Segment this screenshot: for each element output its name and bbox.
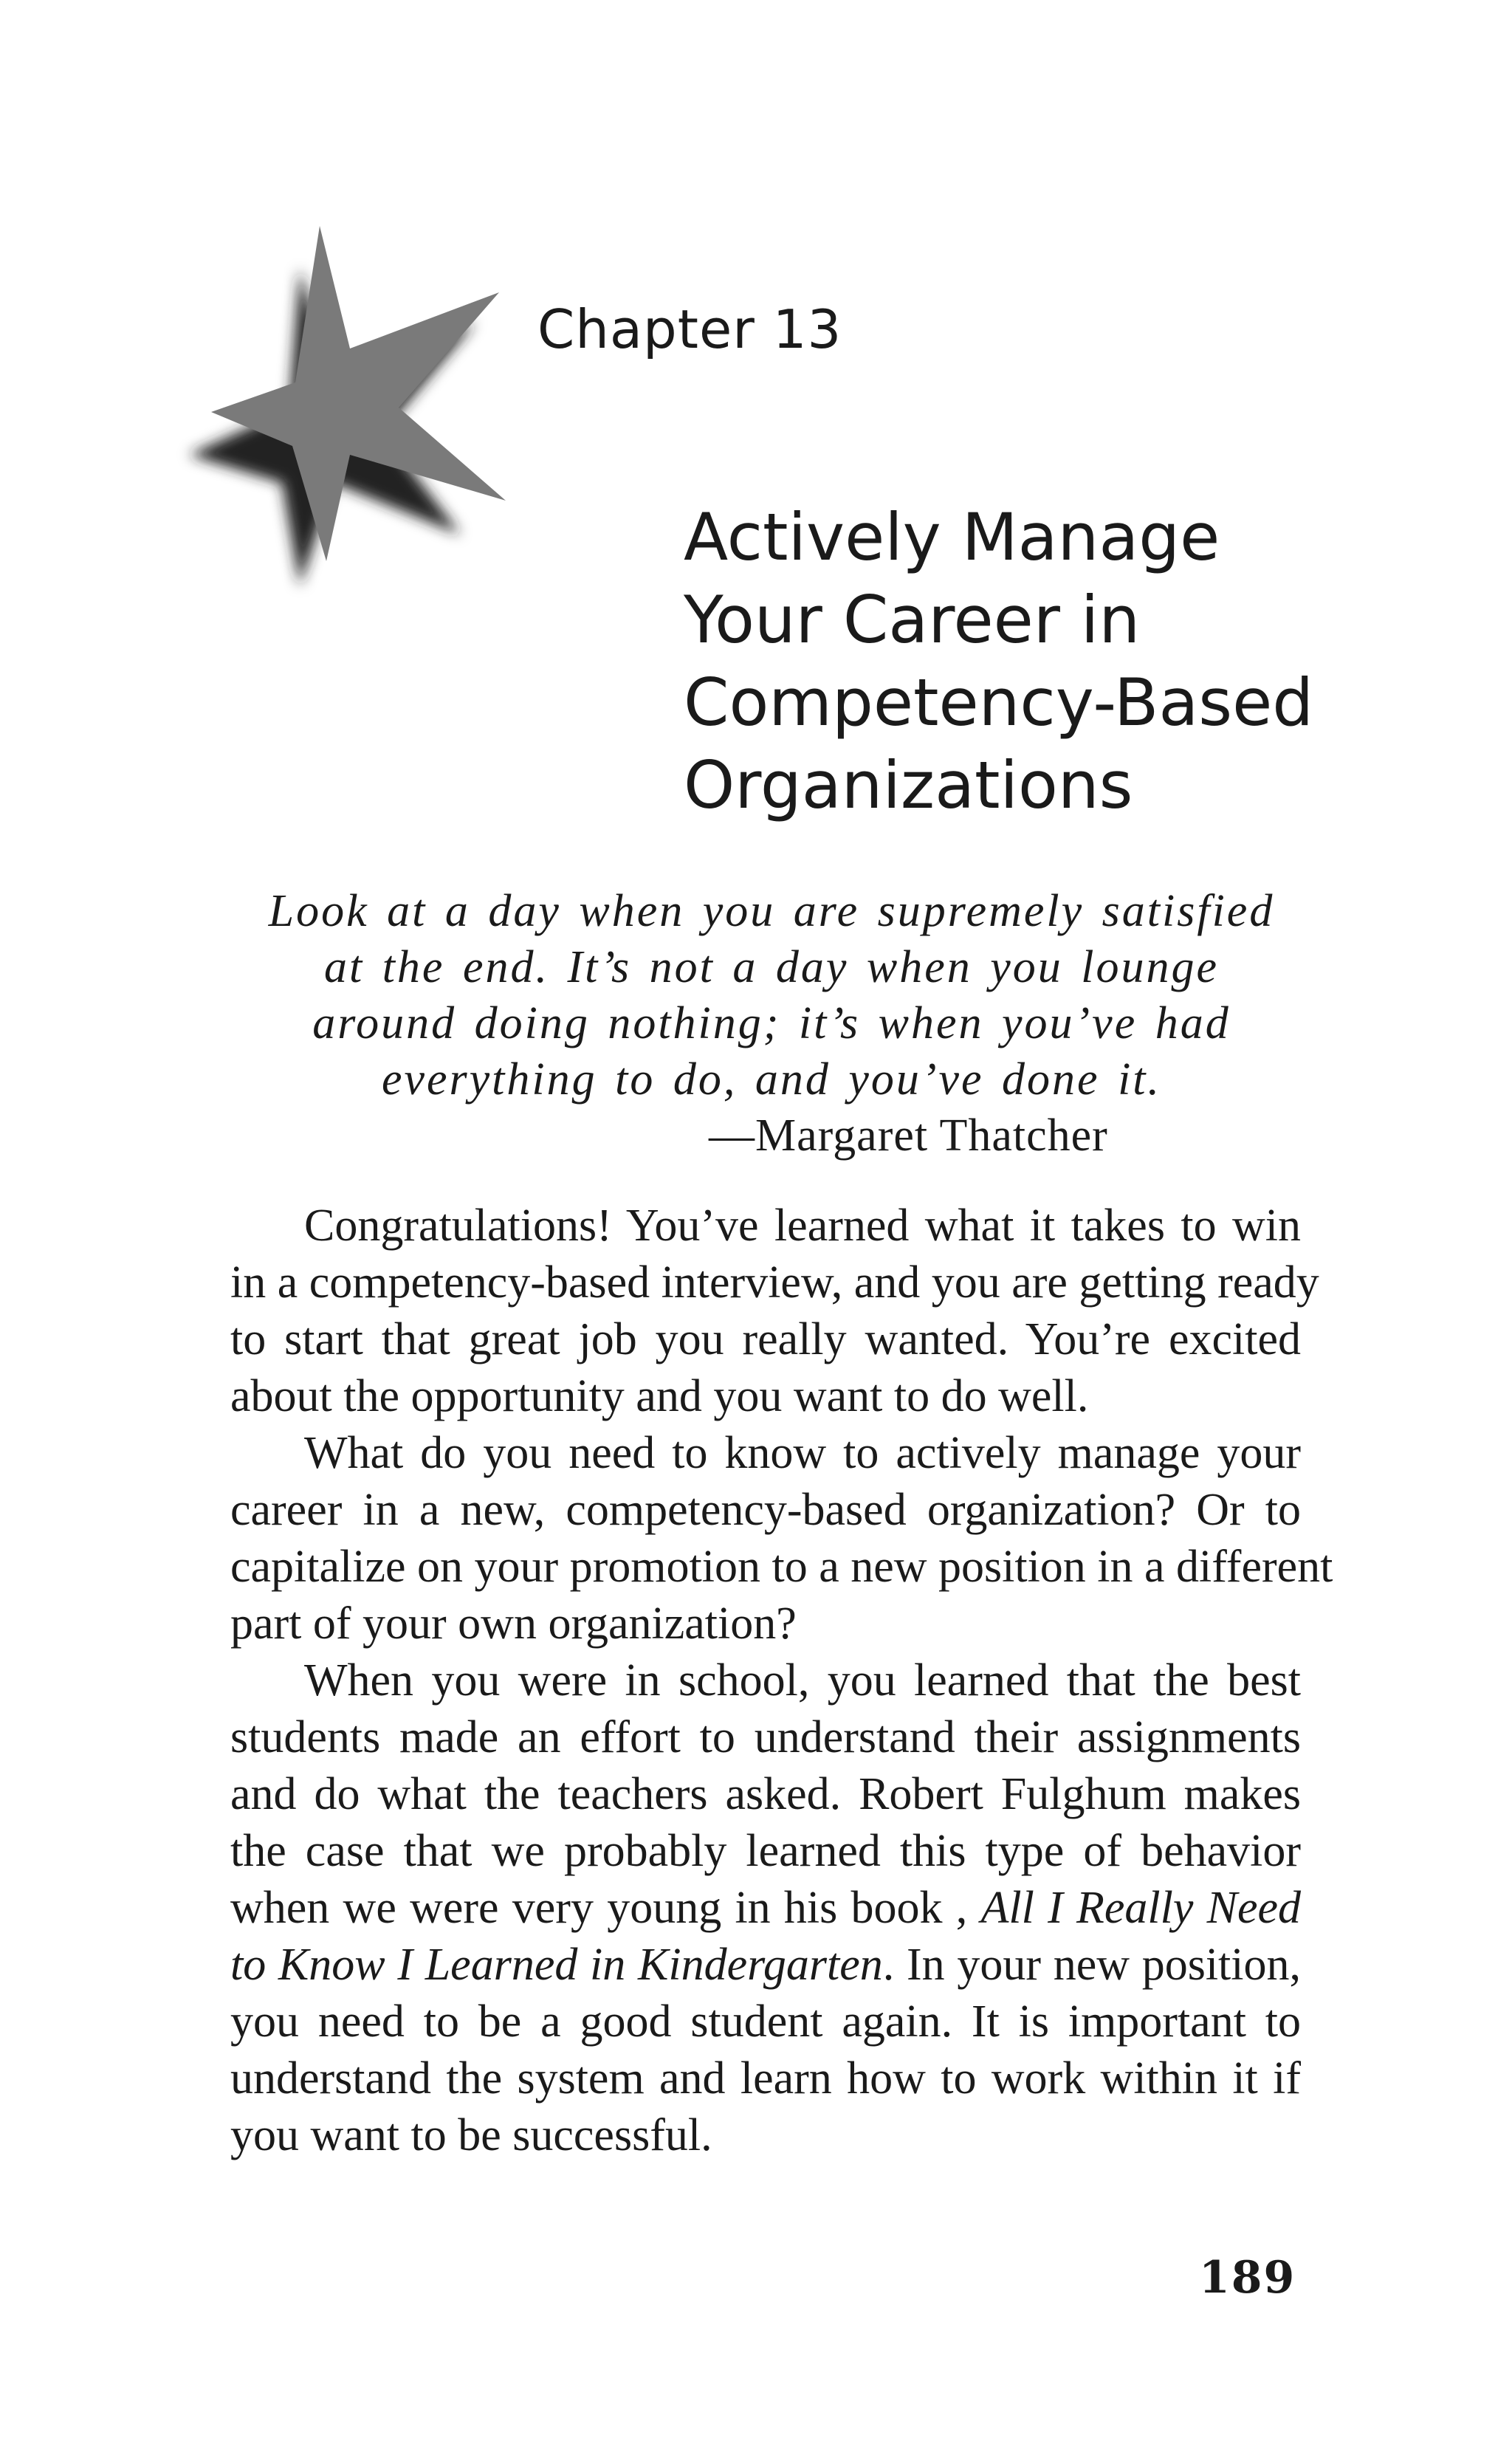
star-shape	[211, 226, 506, 561]
star-graphic	[199, 222, 524, 569]
text-line: students made an effort to understand their assignments	[230, 1712, 1301, 1762]
text-line: career in a new, competency-based organization? Or to	[230, 1485, 1301, 1535]
epigraph-line: at the end. It’s not a day when you lounge	[323, 942, 1220, 992]
book-title-part: All I Really Need	[980, 1883, 1301, 1933]
text-line: you want to be successful.	[230, 2110, 712, 2160]
text-line: you need to be a good student again. It is important to	[230, 1996, 1301, 2047]
text-line: in a competency-based interview, and you are getting ready	[230, 1257, 1319, 1308]
body-text	[230, 1198, 1333, 2164]
chapter-title-line: Your Career in	[684, 582, 1141, 658]
book-title-part: to Know I Learned in Kindergarten	[230, 1940, 883, 1990]
text-line: about the opportunity and you want to do well.	[230, 1371, 1089, 1421]
epigraph-line: Look at a day when you are supremely satisfied	[268, 886, 1275, 936]
text-line: the case that we probably learned this type of behavior	[230, 1826, 1301, 1876]
text-line: capitalize on your promotion to a new position in a different	[230, 1542, 1333, 1592]
text-line: When you were in school, you learned that the best	[304, 1655, 1301, 1706]
paragraph-1	[230, 1198, 1319, 1425]
star-icon	[199, 222, 524, 569]
epigraph-line: around doing nothing; it’s when you’ve had	[312, 998, 1231, 1048]
chapter-title-line: Actively Manage	[684, 499, 1220, 575]
text-line: Congratulations! You’ve learned what it takes to win	[304, 1201, 1301, 1251]
chapter-title-line: Competency-Based	[684, 665, 1314, 741]
text-line: to start that great job you really wanted. You’re excited	[230, 1314, 1301, 1364]
paragraph-3	[230, 1652, 1301, 2164]
epigraph-quote	[221, 883, 1322, 1108]
epigraph-attribution: —Margaret Thatcher	[709, 1110, 1108, 1161]
chapter-title	[684, 496, 1348, 827]
text-line: understand the system and learn how to work within it if	[230, 2053, 1301, 2104]
chapter-title-line: Organizations	[684, 747, 1133, 823]
epigraph-line: everything to do, and you’ve done it.	[381, 1054, 1162, 1105]
paragraph-2	[230, 1425, 1333, 1652]
text-segment: . In your new position,	[882, 1940, 1301, 1990]
text-line	[230, 1937, 1301, 1994]
chapter-label: Chapter 13	[537, 298, 842, 360]
text-line: and do what the teachers asked. Robert Fulghum makes	[230, 1769, 1301, 1819]
text-line: What do you need to know to actively manage your	[304, 1428, 1301, 1478]
page-number: 189	[1199, 2252, 1296, 2304]
text-line: part of your own organization?	[230, 1599, 797, 1649]
text-segment: when we were very young in his book ,	[230, 1883, 981, 1933]
text-line	[230, 1880, 1301, 1937]
